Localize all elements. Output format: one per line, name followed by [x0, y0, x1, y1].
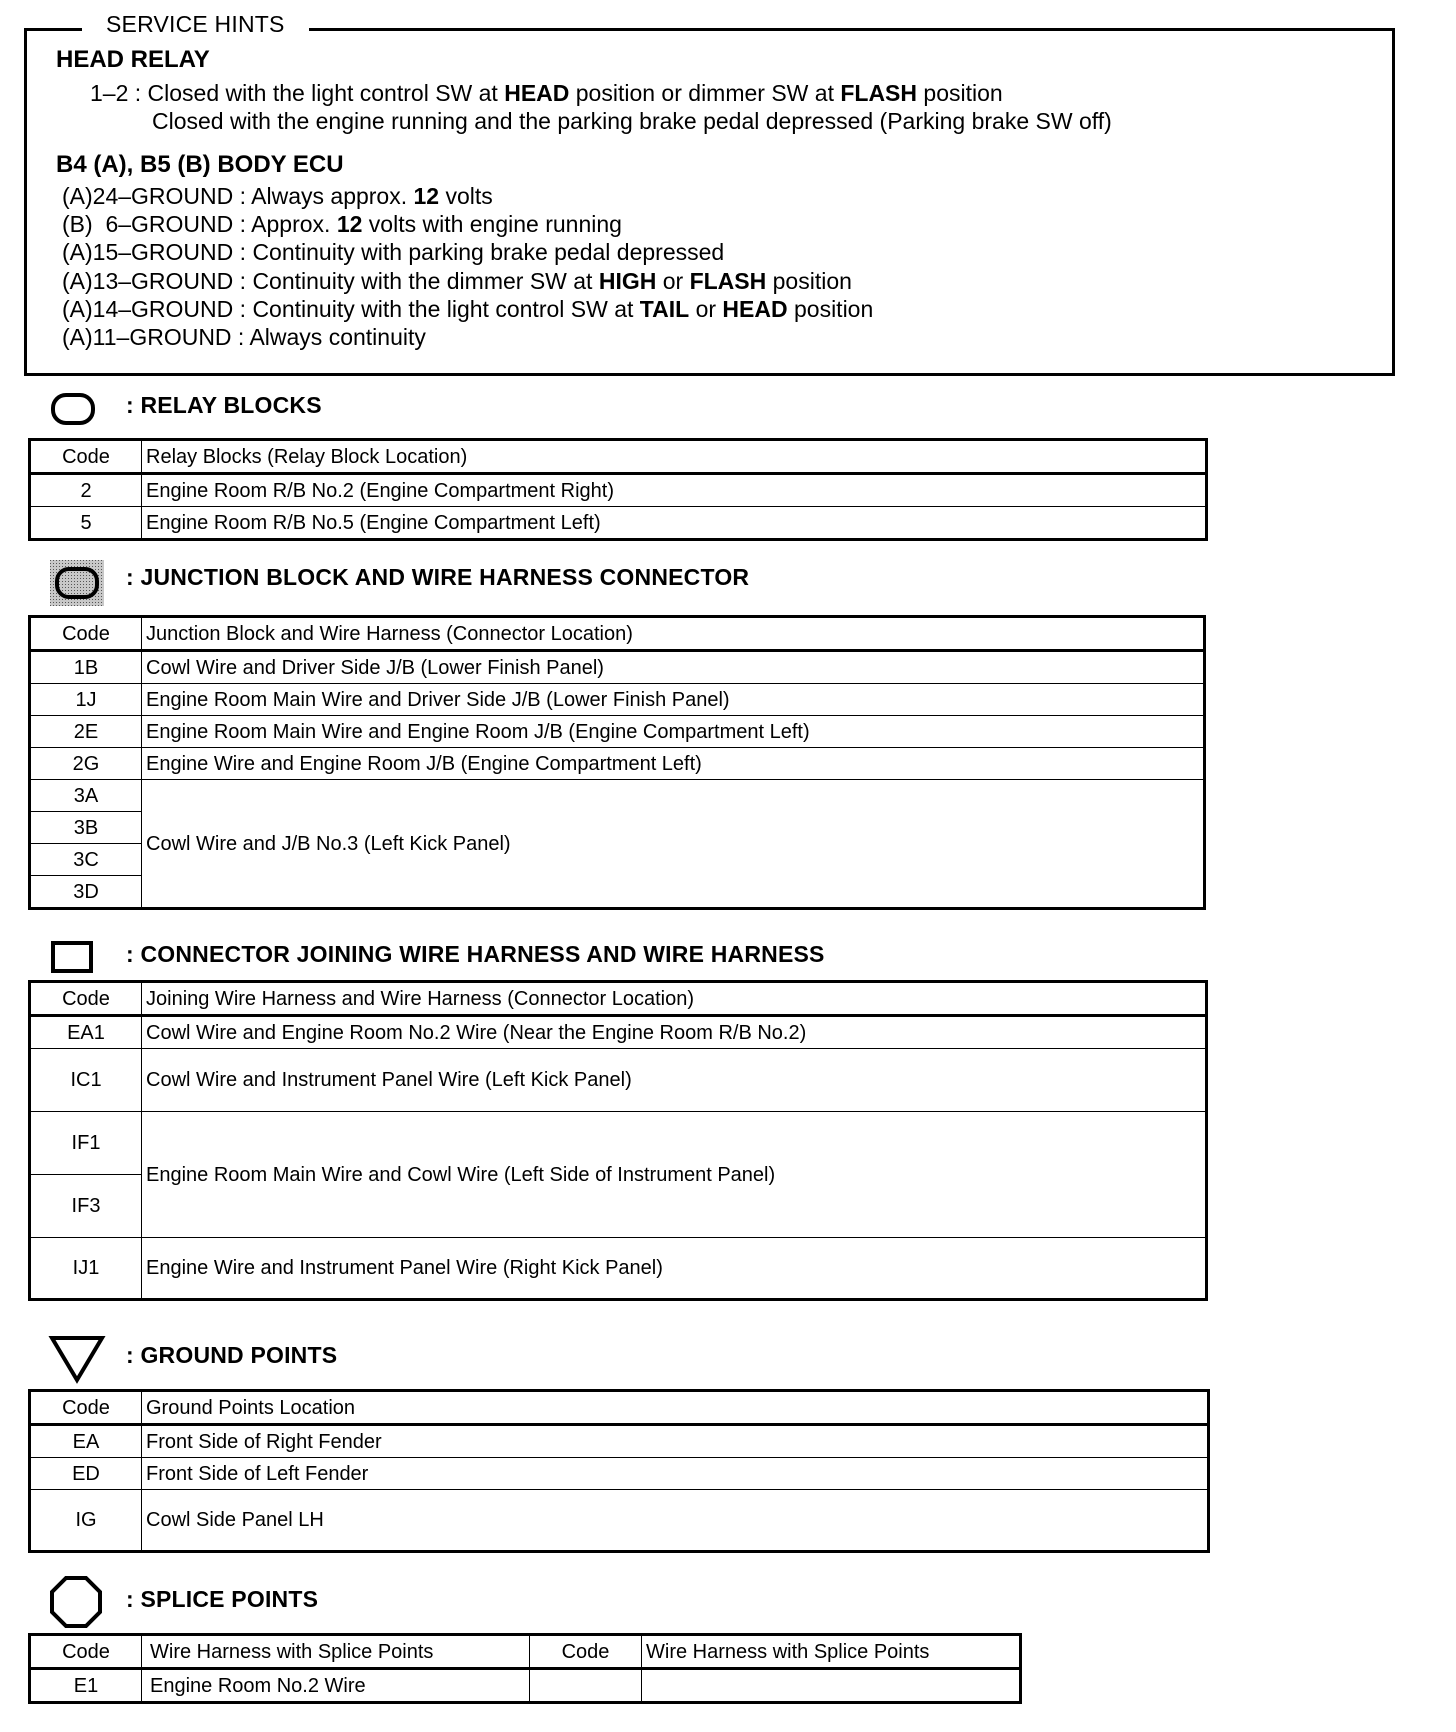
row-code: IJ1	[30, 1238, 142, 1300]
ground-points-table	[28, 1389, 1210, 1553]
ecu-line: (B) 6–GROUND : Approx. 12 volts with engine running	[62, 211, 622, 238]
row-code: 5	[30, 507, 142, 540]
head-relay-line-2: Closed with the engine running and the parking brake pedal depressed (Parking brake SW off)	[152, 108, 1112, 134]
row-desc: Cowl Wire and J/B No.3 (Left Kick Panel)	[142, 780, 1205, 909]
head-relay-line-1: 1–2 : Closed with the light control SW at HEAD position or dimmer SW at FLASH position	[90, 80, 1003, 106]
row-desc: Front Side of Right Fender	[142, 1425, 1209, 1458]
rectangle-icon	[50, 940, 96, 974]
splice-points-table	[28, 1633, 1022, 1704]
ecu-line: (A)15–GROUND : Continuity with parking brake pedal depressed	[62, 239, 725, 266]
header-code: Code	[30, 982, 142, 1016]
head-relay-heading: HEAD RELAY	[56, 46, 210, 73]
row-code: 3B	[30, 812, 142, 844]
ecu-line: (A)24–GROUND : Always approx. 12 volts	[62, 183, 493, 209]
row-code: IF3	[30, 1175, 142, 1238]
row-desc: Cowl Wire and Engine Room No.2 Wire (Near the Engine Room R/B No.2)	[142, 1016, 1207, 1049]
table-row	[30, 1016, 1207, 1049]
header-code: Code	[30, 1635, 142, 1669]
table-row	[30, 748, 1205, 780]
table-row	[30, 1049, 1207, 1112]
header-desc: Relay Blocks (Relay Block Location)	[142, 440, 1207, 474]
table-header-row	[30, 1391, 1209, 1425]
row-code: 2	[30, 474, 142, 507]
row-desc: Cowl Side Panel LH	[142, 1490, 1209, 1552]
shaded-rounded-rectangle-icon	[50, 560, 104, 606]
ground-points-title: : GROUND POINTS	[126, 1342, 338, 1368]
table-row	[30, 1425, 1209, 1458]
junction-blocks-table	[28, 615, 1206, 910]
table-row	[30, 1238, 1207, 1300]
ecu-line: (A)14–GROUND : Continuity with the light control SW at TAIL or HEAD position	[62, 295, 874, 322]
splice-points-title: : SPLICE POINTS	[126, 1586, 319, 1612]
row-desc: Engine Room R/B No.2 (Engine Compartment Right)	[142, 474, 1207, 507]
inverted-triangle-icon	[48, 1333, 106, 1385]
row-desc: Engine Room Main Wire and Driver Side J/B (Lower Finish Panel)	[142, 684, 1205, 716]
body-ecu-heading: B4 (A), B5 (B) BODY ECU	[56, 151, 344, 178]
row-code-2	[530, 1669, 642, 1703]
relay-blocks-table	[28, 438, 1208, 541]
table-row	[30, 651, 1205, 684]
connectors-table	[28, 980, 1208, 1301]
ecu-line: (A)11–GROUND : Always continuity	[62, 323, 426, 350]
table-row	[30, 507, 1207, 540]
row-code: 3A	[30, 780, 142, 812]
table-row	[30, 1112, 1207, 1175]
row-desc: Front Side of Left Fender	[142, 1458, 1209, 1490]
connectors-title: : CONNECTOR JOINING WIRE HARNESS AND WIRE HARNESS	[126, 941, 825, 967]
header-desc: Wire Harness with Splice Points	[142, 1635, 530, 1669]
header-code: Code	[30, 617, 142, 651]
row-code: EA	[30, 1425, 142, 1458]
row-desc: Engine Room Main Wire and Engine Room J/B (Engine Compartment Left)	[142, 716, 1205, 748]
header-code-2: Code	[530, 1635, 642, 1669]
row-code: 1B	[30, 651, 142, 684]
row-code: ED	[30, 1458, 142, 1490]
table-row	[30, 780, 1205, 812]
table-header-row	[30, 1635, 1021, 1669]
table-row	[30, 1458, 1209, 1490]
octagon-icon	[48, 1574, 104, 1630]
row-desc: Cowl Wire and Instrument Panel Wire (Left Kick Panel)	[142, 1049, 1207, 1112]
body-ecu-lines	[62, 183, 873, 352]
header-desc: Joining Wire Harness and Wire Harness (Connector Location)	[142, 982, 1207, 1016]
row-desc-2	[642, 1669, 1021, 1703]
row-desc: Engine Room No.2 Wire	[142, 1669, 530, 1703]
row-code: EA1	[30, 1016, 142, 1049]
service-hints-title: SERVICE HINTS	[82, 10, 309, 38]
row-code: 3D	[30, 876, 142, 909]
table-row	[30, 716, 1205, 748]
header-desc: Ground Points Location	[142, 1391, 1209, 1425]
table-row	[30, 1490, 1209, 1552]
row-code: 3C	[30, 844, 142, 876]
rounded-rectangle-icon	[50, 392, 96, 426]
relay-blocks-title: : RELAY BLOCKS	[126, 392, 322, 418]
table-header-row	[30, 617, 1205, 651]
row-desc: Engine Room R/B No.5 (Engine Compartment Left)	[142, 507, 1207, 540]
row-desc: Engine Wire and Engine Room J/B (Engine Compartment Left)	[142, 748, 1205, 780]
ecu-line: (A)13–GROUND : Continuity with the dimmer SW at HIGH or FLASH position	[62, 267, 852, 294]
row-code: IG	[30, 1490, 142, 1552]
row-code: 2G	[30, 748, 142, 780]
row-code: 1J	[30, 684, 142, 716]
table-header-row	[30, 440, 1207, 474]
row-code: IF1	[30, 1112, 142, 1175]
table-row	[30, 684, 1205, 716]
header-code: Code	[30, 1391, 142, 1425]
table-header-row	[30, 982, 1207, 1016]
row-desc: Engine Room Main Wire and Cowl Wire (Left Side of Instrument Panel)	[142, 1112, 1207, 1238]
table-row	[30, 1669, 1021, 1703]
row-code: E1	[30, 1669, 142, 1703]
row-code: IC1	[30, 1049, 142, 1112]
row-desc: Cowl Wire and Driver Side J/B (Lower Finish Panel)	[142, 651, 1205, 684]
header-desc-2: Wire Harness with Splice Points	[642, 1635, 1021, 1669]
header-code: Code	[30, 440, 142, 474]
row-code: 2E	[30, 716, 142, 748]
row-desc: Engine Wire and Instrument Panel Wire (Right Kick Panel)	[142, 1238, 1207, 1300]
junction-blocks-title: : JUNCTION BLOCK AND WIRE HARNESS CONNECTOR	[126, 564, 750, 590]
table-row	[30, 474, 1207, 507]
header-desc: Junction Block and Wire Harness (Connector Location)	[142, 617, 1205, 651]
